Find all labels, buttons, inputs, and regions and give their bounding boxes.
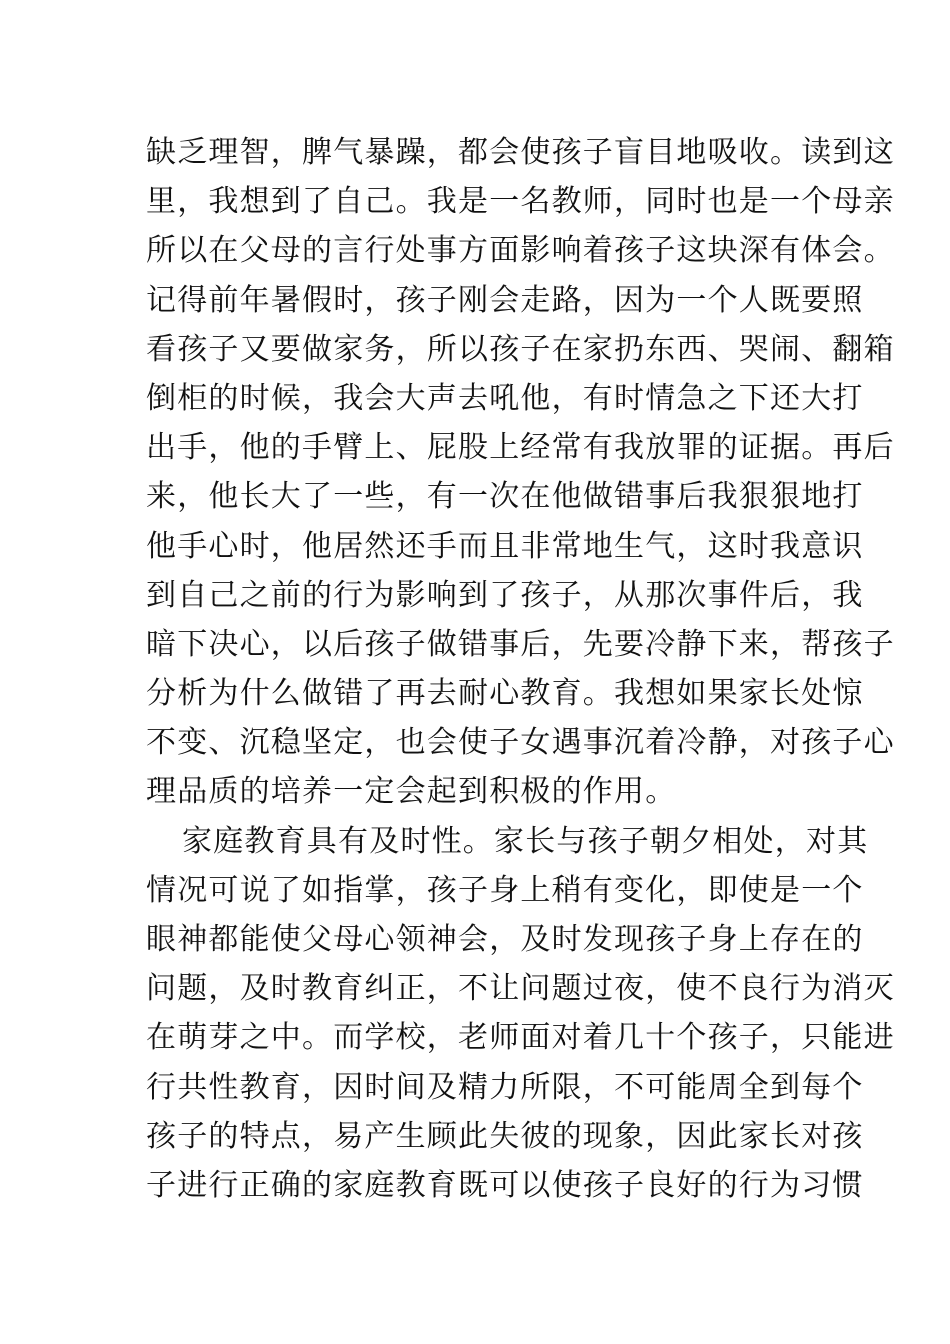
paragraph — [146, 128, 895, 817]
text-line: 眼神都能使父母心领神会，及时发现孩子身上存在的 — [146, 922, 864, 957]
text-line: 家庭教育具有及时性。家长与孩子朝夕相处，对其 — [182, 823, 869, 859]
text-line: 理品质的培养一定会起到积极的作用。 — [146, 774, 677, 810]
text-line: 情况可说了如指掌，孩子身上稍有变化，即使是一个 — [146, 872, 864, 908]
text-line: 到自己之前的行为影响到了孩子，从那次事件后，我 — [146, 577, 864, 613]
text-line: 暗下决心，以后孩子做错事后，先要冷静下来，帮孩子 — [146, 626, 895, 662]
text-line: 他手心时，他居然还手而且非常地生气，这时我意识 — [146, 528, 864, 564]
text-line: 所以在父母的言行处事方面影响着孩子这块深有体会。 — [146, 233, 895, 269]
text-line: 记得前年暑假时，孩子刚会走路，因为一个人既要照 — [146, 282, 864, 318]
body-text — [146, 128, 895, 1210]
text-line: 分析为什么做错了再去耐心教育。我想如果家长处惊 — [146, 676, 864, 712]
text-line: 看孩子又要做家务，所以孩子在家扔东西、哭闹、翻箱 — [146, 331, 895, 367]
text-line: 出手，他的手臂上、屁股上经常有我放罪的证据。再后 — [146, 430, 895, 466]
text-line: 行共性教育，因时间及精力所限，不可能周全到每个 — [146, 1069, 864, 1105]
text-line: 缺乏理智，脾气暴躁，都会使孩子盲目地吸收。读到这 — [146, 135, 895, 170]
text-line: 在萌芽之中。而学校，老师面对着几十个孩子，只能进 — [146, 1020, 895, 1056]
text-line: 里，我想到了自己。我是一名教师，同时也是一个母亲 — [146, 184, 895, 220]
text-line: 子进行正确的家庭教育既可以使孩子良好的行为习惯 — [146, 1167, 864, 1203]
text-line: 不变、沉稳坚定，也会使子女遇事沉着冷静，对孩子心 — [146, 725, 895, 761]
text-line: 问题，及时教育纠正，不让问题过夜，使不良行为消灭 — [146, 971, 895, 1007]
text-line: 来，他长大了一些，有一次在他做错事后我狠狠地打 — [146, 479, 864, 515]
text-line: 倒柜的时候，我会大声去吼他，有时情急之下还大打 — [146, 380, 864, 416]
paragraph — [146, 817, 895, 1211]
text-line: 孩子的特点，易产生顾此失彼的现象，因此家长对孩 — [146, 1118, 864, 1154]
